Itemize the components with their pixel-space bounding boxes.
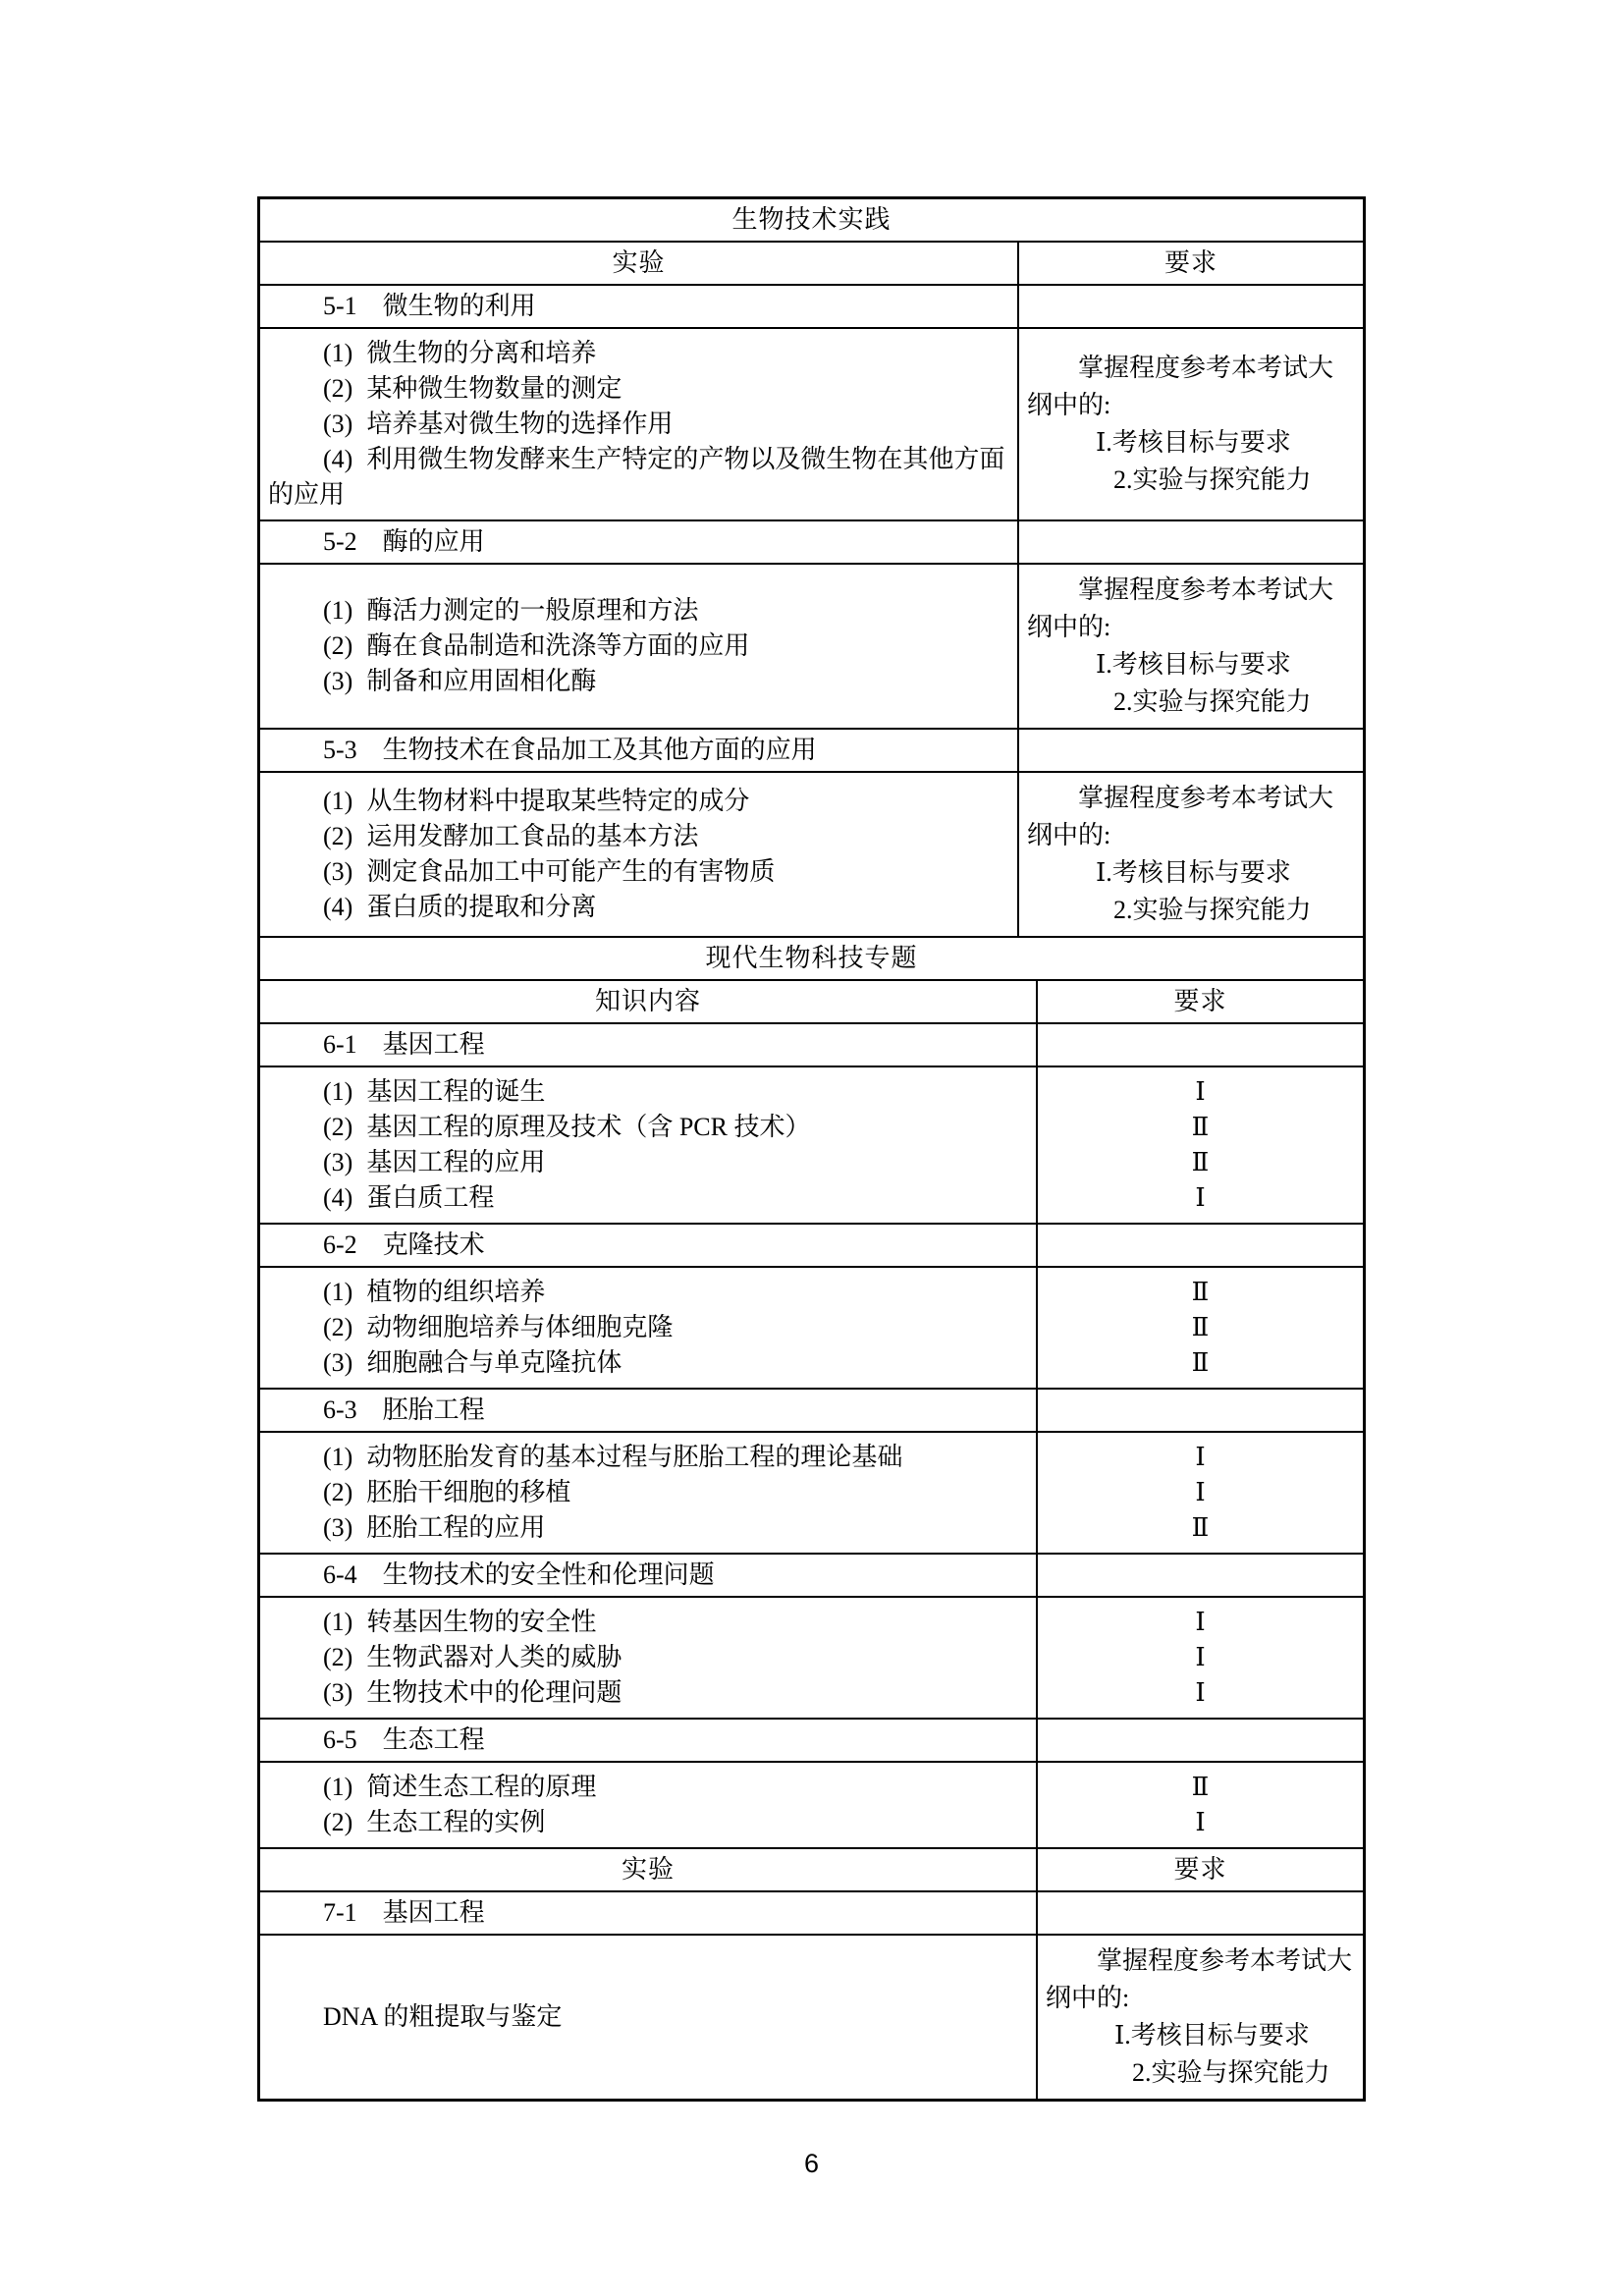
item-line	[268, 1675, 1036, 1711]
item-line	[268, 1805, 1036, 1840]
item-line	[268, 664, 1017, 699]
item-line	[268, 784, 1017, 819]
item-label: (3)	[323, 667, 353, 695]
item-line	[268, 1310, 1036, 1345]
section-name: 生物技术在食品加工及其他方面的应用	[382, 736, 817, 764]
item-line	[268, 1510, 1036, 1546]
item-label: (3)	[323, 1513, 353, 1542]
page-number: 6	[803, 2149, 820, 2178]
item-line	[268, 1475, 1036, 1510]
mastery-note-line1: 掌握程度参考本考试大	[1078, 354, 1334, 382]
requirement-column-header: 要求	[1017, 243, 1363, 284]
section-name: 克隆技术	[382, 1230, 485, 1259]
section-row-6-4	[260, 1553, 1363, 1596]
mastery-note-line3: Ⅰ.考核目标与要求	[1096, 428, 1291, 457]
item-line	[268, 1180, 1036, 1216]
item-text: 运用发酵加工食品的基本方法	[366, 822, 699, 850]
section-name: 微生物的利用	[382, 292, 536, 320]
requirement-numeral: Ⅰ	[1195, 1183, 1206, 1212]
item-text: 基因工程的应用	[366, 1148, 546, 1176]
requirement-numeral: Ⅱ	[1191, 1513, 1210, 1542]
mastery-note-line3: Ⅰ.考核目标与要求	[1096, 858, 1291, 887]
section-name: 酶的应用	[382, 527, 485, 556]
item-line	[268, 890, 1017, 925]
item-label: (3)	[323, 857, 353, 886]
item-label: (2)	[323, 1313, 353, 1341]
item-label: (1)	[323, 339, 353, 367]
item-text: 制备和应用固相化酶	[366, 667, 597, 695]
requirement-column-header: 要求	[1036, 981, 1363, 1022]
section-row-5-3	[260, 728, 1363, 771]
experiment-name: DNA 的粗提取与鉴定	[323, 2002, 563, 2031]
experiment-column-header: 实验	[612, 248, 666, 277]
section-name: 胚胎工程	[382, 1395, 485, 1424]
item-line	[268, 1640, 1036, 1675]
item-label: (4)	[323, 893, 353, 921]
item-text: 植物的组织培养	[366, 1278, 546, 1306]
item-text: 细胞融合与单克隆抗体	[366, 1348, 622, 1377]
item-label: (3)	[323, 1148, 353, 1176]
item-line	[268, 1145, 1036, 1180]
item-text: 胚胎干细胞的移植	[366, 1478, 571, 1506]
item-label: (3)	[323, 410, 353, 438]
section-number: 5-2	[323, 527, 357, 556]
section-row-6-1	[260, 1022, 1363, 1066]
item-text: 培养基对微生物的选择作用	[366, 410, 674, 438]
item-label: (1)	[323, 596, 353, 625]
item-label: (1)	[323, 787, 353, 815]
section-number: 7-1	[323, 1898, 357, 1927]
item-line	[268, 593, 1017, 629]
table-title-modern-biotech: 现代生物科技专题	[260, 936, 1363, 979]
item-label: (1)	[323, 1443, 353, 1471]
table-title-biotech-practice: 生物技术实践	[731, 205, 892, 234]
section-row-6-2	[260, 1223, 1363, 1266]
item-line	[268, 1605, 1036, 1640]
item-text: 酶在食品制造和洗涤等方面的应用	[366, 631, 750, 660]
item-line	[268, 1440, 1036, 1475]
requirement-numeral: Ⅱ	[1191, 1278, 1210, 1306]
item-text: 生态工程的实例	[366, 1808, 546, 1836]
section-number: 6-4	[323, 1560, 357, 1589]
item-text: 动物胚胎发育的基本过程与胚胎工程的理论基础	[366, 1443, 903, 1471]
content-row-5-1	[260, 327, 1363, 519]
item-text: 转基因生物的安全性	[366, 1608, 597, 1636]
section-number: 6-2	[323, 1230, 357, 1259]
mastery-note-line1: 掌握程度参考本考试大	[1078, 784, 1334, 812]
requirement-numeral: Ⅱ	[1191, 1113, 1210, 1141]
content-row-6-2	[260, 1266, 1363, 1388]
item-label: (2)	[323, 822, 353, 850]
item-text: 微生物的分离和培养	[366, 339, 597, 367]
item-label: (2)	[323, 1478, 353, 1506]
item-line	[268, 1770, 1036, 1805]
item-label: (2)	[323, 1643, 353, 1671]
mastery-note-line2: 纲中的:	[1027, 821, 1111, 849]
item-text: 胚胎工程的应用	[366, 1513, 546, 1542]
item-line	[268, 336, 1017, 371]
section-name: 基因工程	[382, 1898, 485, 1927]
mastery-note	[1019, 780, 1363, 929]
column-header-row	[260, 979, 1363, 1022]
mastery-note-line2: 纲中的:	[1027, 613, 1111, 641]
content-row-6-4	[260, 1596, 1363, 1718]
section-name: 基因工程	[382, 1030, 485, 1059]
item-label: (2)	[323, 1808, 353, 1836]
item-text: 某种微生物数量的测定	[366, 374, 622, 403]
syllabus-table	[257, 196, 1366, 2102]
item-text: 生物技术中的伦理问题	[366, 1678, 622, 1707]
item-line	[268, 371, 1017, 407]
section-row-7-1	[260, 1890, 1363, 1934]
section-number: 6-1	[323, 1030, 357, 1059]
item-text: 从生物材料中提取某些特定的成分	[366, 787, 750, 815]
mastery-note-line2: 纲中的:	[1027, 391, 1111, 419]
item-text: 酶活力测定的一般原理和方法	[366, 596, 699, 625]
requirement-numeral: Ⅱ	[1191, 1773, 1210, 1801]
requirement-column-header: 要求	[1036, 1849, 1363, 1890]
section-name: 生物技术的安全性和伦理问题	[382, 1560, 715, 1589]
mastery-note	[1038, 1942, 1363, 2092]
mastery-note-line1: 掌握程度参考本考试大	[1097, 1946, 1353, 1975]
item-text: 蛋白质工程	[366, 1183, 495, 1212]
item-text: 动物细胞培养与体细胞克隆	[366, 1313, 674, 1341]
requirement-numeral: Ⅰ	[1195, 1643, 1206, 1671]
item-text: 生物武器对人类的威胁	[366, 1643, 622, 1671]
experiment-column-header: 实验	[621, 1855, 675, 1884]
requirement-numeral: Ⅰ	[1195, 1608, 1206, 1636]
mastery-note-line3: Ⅰ.考核目标与要求	[1096, 650, 1291, 679]
item-line	[268, 629, 1017, 664]
section-row-6-5	[260, 1718, 1363, 1761]
mastery-note	[1019, 572, 1363, 721]
item-label: (2)	[323, 374, 353, 403]
item-line	[268, 1345, 1036, 1381]
item-line	[268, 854, 1017, 890]
item-line	[268, 819, 1017, 854]
item-line	[268, 1110, 1036, 1145]
content-row-5-3	[260, 771, 1363, 936]
item-label: (4)	[323, 445, 353, 473]
mastery-note-line2: 纲中的:	[1046, 1984, 1130, 2012]
mastery-note-line4: 2.实验与探究能力	[1113, 896, 1312, 924]
requirement-numeral: Ⅱ	[1191, 1148, 1210, 1176]
item-text: 利用微生物发酵来生产特定的产物以及微生物在其他方面的应用	[268, 445, 1005, 509]
item-line	[268, 1275, 1036, 1310]
content-row-5-2	[260, 563, 1363, 728]
item-label: (1)	[323, 1608, 353, 1636]
item-label: (1)	[323, 1278, 353, 1306]
item-text: 蛋白质的提取和分离	[366, 893, 597, 921]
item-label: (1)	[323, 1077, 353, 1106]
mastery-note-line4: 2.实验与探究能力	[1132, 2058, 1330, 2087]
mastery-note-line3: Ⅰ.考核目标与要求	[1114, 2021, 1310, 2050]
requirement-numeral: Ⅰ	[1195, 1077, 1206, 1106]
item-text: 简述生态工程的原理	[366, 1773, 597, 1801]
item-label: (2)	[323, 631, 353, 660]
knowledge-column-header: 知识内容	[594, 987, 701, 1015]
requirement-numeral: Ⅰ	[1195, 1478, 1206, 1506]
section-row-6-3	[260, 1388, 1363, 1431]
mastery-note	[1019, 350, 1363, 499]
item-line	[268, 407, 1017, 442]
requirement-numeral: Ⅱ	[1191, 1313, 1210, 1341]
item-label: (2)	[323, 1113, 353, 1141]
requirement-numeral: Ⅱ	[1191, 1348, 1210, 1377]
item-line	[268, 1074, 1036, 1110]
content-row-6-1	[260, 1066, 1363, 1223]
item-label: (3)	[323, 1678, 353, 1707]
content-row-6-5	[260, 1761, 1363, 1847]
item-label: (4)	[323, 1183, 353, 1212]
item-text: 基因工程的诞生	[366, 1077, 546, 1106]
requirement-numeral: Ⅰ	[1195, 1443, 1206, 1471]
item-text: 基因工程的原理及技术（含 PCR 技术）	[366, 1113, 811, 1141]
item-label: (3)	[323, 1348, 353, 1377]
item-text: 测定食品加工中可能产生的有害物质	[366, 857, 776, 886]
content-row-6-3	[260, 1431, 1363, 1553]
requirement-numeral: Ⅰ	[1195, 1808, 1206, 1836]
mastery-note-line4: 2.实验与探究能力	[1113, 687, 1312, 716]
item-label: (1)	[323, 1773, 353, 1801]
section-row-5-1	[260, 284, 1363, 327]
mastery-note-line1: 掌握程度参考本考试大	[1078, 575, 1334, 604]
mastery-note-line4: 2.实验与探究能力	[1113, 465, 1312, 494]
section-number: 5-3	[323, 736, 357, 764]
requirement-numeral: Ⅰ	[1195, 1678, 1206, 1707]
section-number: 6-3	[323, 1395, 357, 1424]
column-header-row	[260, 241, 1363, 284]
item-line	[268, 442, 1017, 513]
section-number: 5-1	[323, 292, 357, 320]
section-row-5-2	[260, 519, 1363, 563]
section-number: 6-5	[323, 1725, 357, 1754]
section-name: 生态工程	[382, 1725, 485, 1754]
content-row-7-1	[260, 1934, 1363, 2099]
experiment-header-row	[260, 1847, 1363, 1890]
